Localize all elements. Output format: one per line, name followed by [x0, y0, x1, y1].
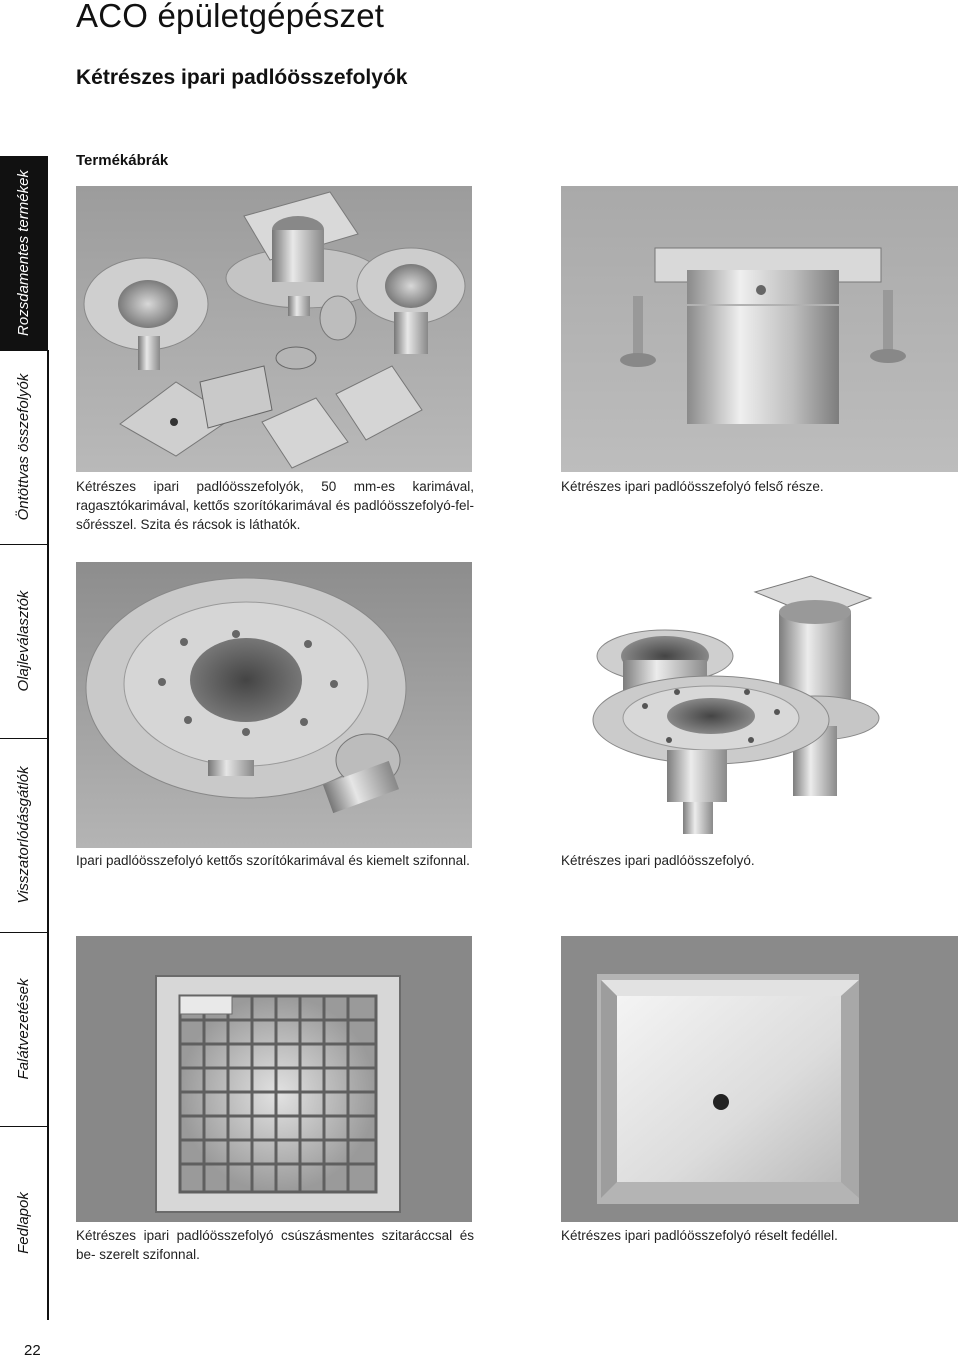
photo-drain-upper-part	[561, 186, 958, 472]
photo-drain-slotted-cover	[561, 936, 958, 1222]
side-nav-separator	[0, 350, 48, 351]
side-nav-item-falatvezetesek[interactable]: Falátvezetések	[15, 978, 32, 1080]
photo-drain-assortment	[76, 186, 472, 472]
side-nav-separator	[0, 1126, 48, 1127]
side-nav-divider-line	[47, 350, 49, 1320]
caption-drain-with-grate: Kétrészes ipari padlóösszefolyó csúszásmentes szitaráccsal és be- szerelt szifonnal.	[76, 1228, 474, 1262]
photo-drain-with-grate	[76, 936, 472, 1222]
side-nav-separator	[0, 932, 48, 933]
caption-drain-upper-part: Kétrészes ipari padlóösszefolyó felső része.	[561, 479, 824, 494]
caption-drain-double-clamp-flange: Ipari padlóösszefolyó kettős szorítókarimával és kiemelt szifonnal.	[76, 853, 470, 868]
side-nav-item-rozsdamentes[interactable]: Rozsdamentes termékek	[15, 170, 32, 336]
side-nav-separator	[0, 738, 48, 739]
side-nav	[0, 156, 50, 1320]
caption-drain-two-part-components: Kétrészes ipari padlóösszefolyó.	[561, 853, 755, 868]
section-label: Termékábrák	[76, 152, 169, 169]
side-nav-item-olajlevalasztok[interactable]: Olajleválasztók	[15, 590, 32, 692]
page-subtitle: Kétrészes ipari padlóösszefolyók	[76, 66, 408, 89]
page-number: 22	[24, 1342, 41, 1359]
side-nav-item-fedlapok[interactable]: Fedlapok	[15, 1192, 32, 1254]
photo-drain-double-clamp-flange	[76, 562, 472, 848]
page-title: ACO épületgépészet	[76, 0, 385, 34]
caption-drain-slotted-cover: Kétrészes ipari padlóösszefolyó réselt fedéllel.	[561, 1228, 838, 1243]
side-nav-separator	[0, 544, 48, 545]
photo-drain-two-part-components	[561, 562, 958, 848]
side-nav-item-visszatorlodasgatlok[interactable]: Visszatorlódásgátlók	[15, 766, 32, 904]
caption-drain-assortment: Kétrészes ipari padlóösszefolyók, 50 mm-es karimával, ragasztókarimával, kettős szorítókarimával és padlóösszefolyó-fel- sőrésszel. Szita és rácsok is láthatók.	[76, 479, 474, 532]
side-nav-item-ontottvas[interactable]: Öntöttvas összefolyók	[15, 373, 32, 521]
